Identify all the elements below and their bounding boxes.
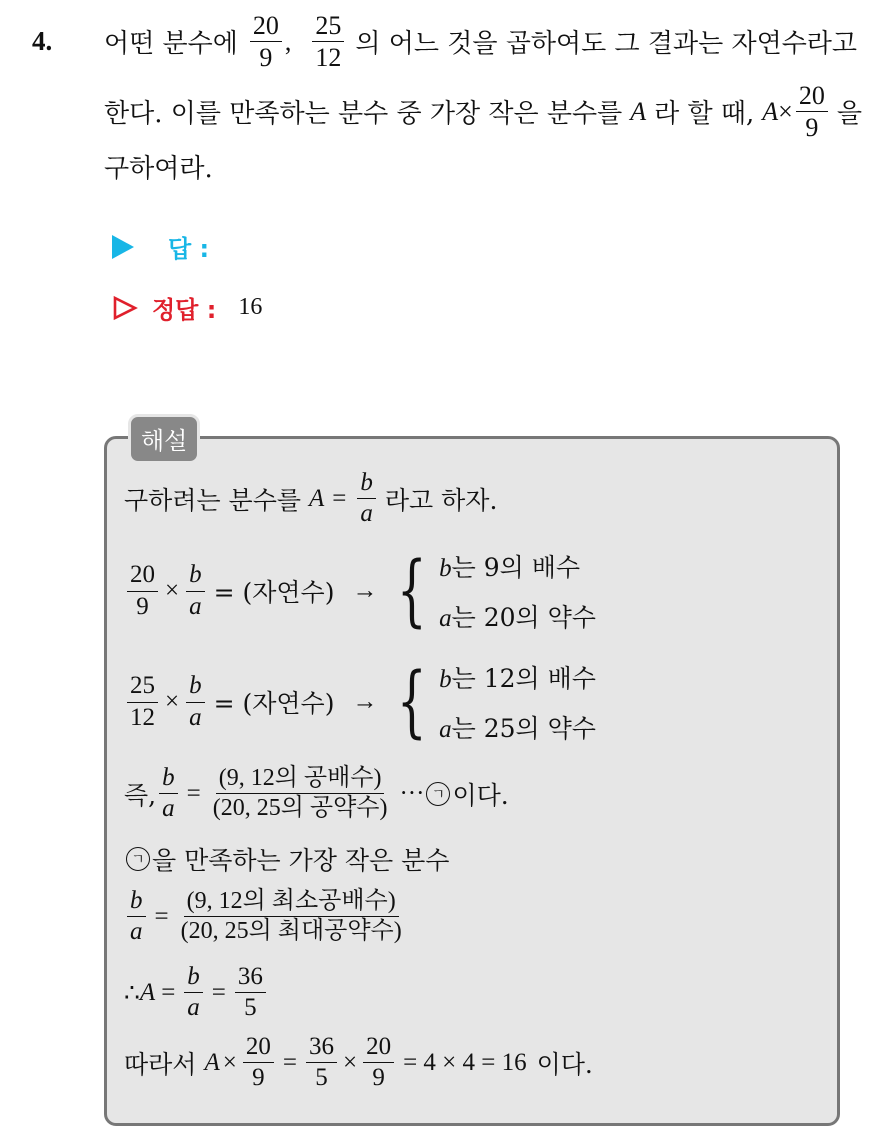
fraction: $\frac{36}{5}$ <box>235 964 266 1022</box>
circled-label: ㄱ <box>126 847 150 871</box>
question-text: 의 어느 것을 곱하여도 그 결과는 자연수라고 <box>355 29 858 60</box>
circled-label: ㄱ <box>426 782 450 806</box>
explanation-tag: 해설 <box>128 414 200 464</box>
question-number: 4. <box>32 26 53 56</box>
fraction: $\frac{\text{(9, 12의 최소공배수)}}{\text{(20, 25의 최대공약수)}}$ <box>180 888 402 945</box>
correct-answer-row <box>112 290 262 325</box>
fraction: $\frac{25}{12}$ <box>312 12 344 72</box>
answer-blank-row <box>112 229 209 264</box>
explanation-line-4: 즉, $\frac{b}{a}$ = $\frac{\text{(9, 12의 공배수)}}{\text{(20, 25의 공약수)}}$ ··· ㄱ 이다. <box>124 764 509 823</box>
fraction: $\frac{36}{5}$ <box>306 1034 337 1092</box>
explanation-line-7: ∴ A = $\frac{b}{a}$ = $\frac{36}{5}$ <box>124 964 269 1022</box>
question-text: 한다. 이를 만족하는 분수 중 가장 작은 분수를 <box>104 99 623 130</box>
fraction: $\frac{20}{9}$ <box>243 1034 274 1092</box>
fraction: $\frac{b}{a}$ <box>127 888 146 946</box>
correct-answer-label: 정답 : <box>152 296 217 324</box>
explanation-line-6: $\frac{b}{a}$ = $\frac{\text{(9, 12의 최소공배수)}}{\text{(20, 25의 최대공약수)}}$ <box>124 888 408 946</box>
answer-label: 답 : <box>168 235 210 263</box>
fraction: $\frac{20}{9}$ <box>127 562 158 620</box>
play-icon <box>112 235 134 259</box>
play-outline-icon <box>112 295 138 321</box>
question-text: 어떤 분수에 <box>104 29 238 60</box>
question-line-2: 한다. 이를 만족하는 분수 중 가장 작은 분수를 A 라 할 때, A × $\frac{20}{9}$ 을 <box>104 81 862 143</box>
cases: { b는 9의 배수 a는 20의 약수 <box>397 546 596 636</box>
explanation-line-8: 따라서 A × $\frac{20}{9}$ = $\frac{36}{5}$ × $\frac{20}{9}$ = 4 × 4 = 16 이다. <box>124 1033 593 1092</box>
explanation-line-1: 구하려는 분수를 A = $\frac{b}{a}$ 라고 하자. <box>124 469 498 528</box>
fraction: $\frac{20}{9}$ <box>363 1034 394 1092</box>
fraction: $\frac{25}{12}$ <box>127 673 158 731</box>
cases: { b는 12의 배수 a는 25의 약수 <box>397 657 596 747</box>
correct-answer-value: 16 <box>238 294 263 320</box>
explanation-line-3: $\frac{25}{12}$ × $\frac{b}{a}$ = (자연수) → { b는 12의 배수 a는 25의 약수 <box>124 659 596 745</box>
fraction: $\frac{b}{a}$ <box>186 562 205 620</box>
fraction: $\frac{\text{(9, 12의 공배수)}}{\text{(20, 25의 공약수)}}$ <box>212 765 388 822</box>
fraction: $\frac{b}{a}$ <box>186 673 205 731</box>
fraction: $\frac{20}{9}$ <box>250 12 282 72</box>
fraction: $\frac{b}{a}$ <box>357 470 376 528</box>
question-line-3: 구하여라. <box>104 154 213 184</box>
question-line-1: 어떤 분수에 $\frac{20}{9}$ , $\frac{25}{12}$ 의 어느 것을 곱하여도 그 결과는 자연수라고 <box>104 11 858 73</box>
explanation-line-2: $\frac{20}{9}$ × $\frac{b}{a}$ = (자연수) → { b는 9의 배수 a는 20의 약수 <box>124 548 596 634</box>
fraction: $\frac{20}{9}$ <box>796 82 828 142</box>
fraction: $\frac{b}{a}$ <box>184 964 203 1022</box>
explanation-line-5: ㄱ 을 만족하는 가장 작은 분수 <box>124 841 449 877</box>
fraction: $\frac{b}{a}$ <box>159 765 178 823</box>
